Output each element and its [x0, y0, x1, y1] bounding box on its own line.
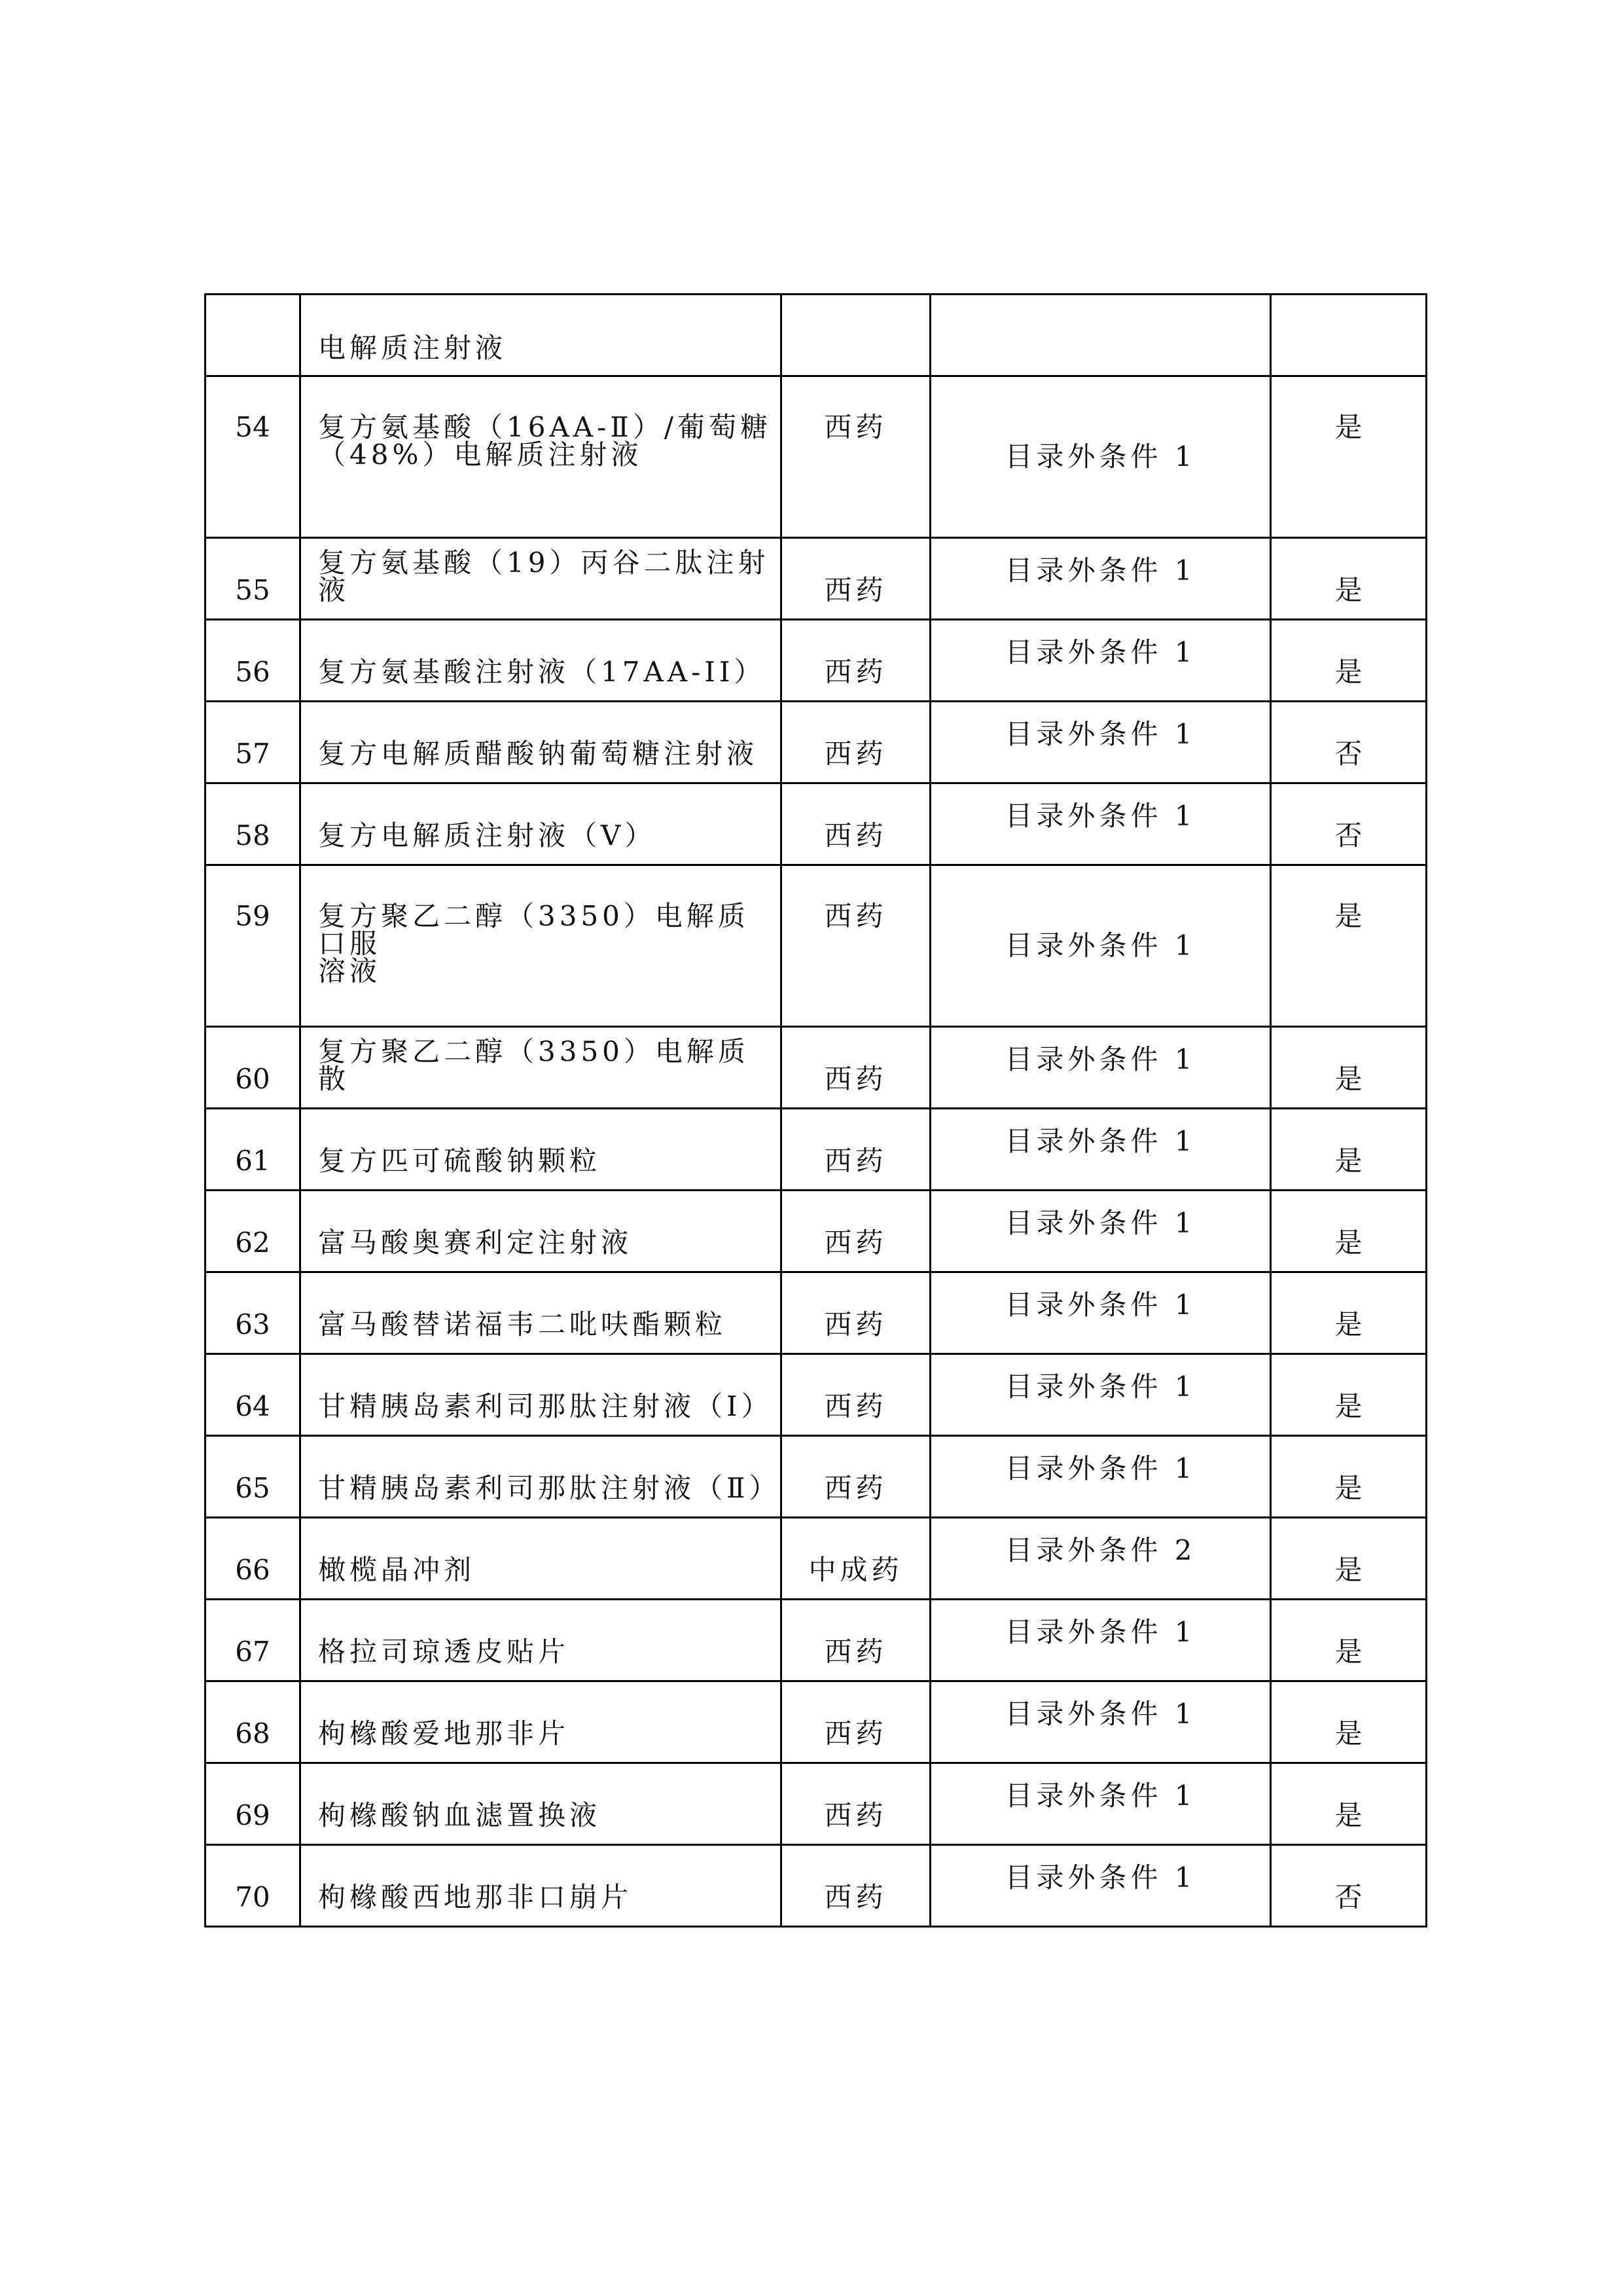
- cell-drug-name: 复方匹可硫酸钠颗粒: [300, 1109, 781, 1191]
- cell-flag: 否: [1271, 702, 1427, 783]
- cell-condition: 目录外条件 1: [931, 620, 1271, 702]
- cell-condition: [931, 295, 1271, 376]
- cell-drug-type: 西药: [781, 1027, 931, 1109]
- cell-drug-name: 复方聚乙二醇（3350）电解质口服 溶液: [300, 865, 781, 1027]
- cell-drug-name: 枸橼酸西地那非口崩片: [300, 1845, 781, 1927]
- cell-condition: 目录外条件 1: [931, 1436, 1271, 1518]
- table-row: [205, 1354, 1427, 1436]
- cell-drug-type: 中成药: [781, 1518, 931, 1600]
- cell-serial-number: [205, 295, 300, 376]
- cell-flag: 是: [1271, 1191, 1427, 1272]
- cell-serial-number: 67: [205, 1600, 300, 1681]
- table-row: [205, 783, 1427, 865]
- cell-drug-name: 格拉司琼透皮贴片: [300, 1600, 781, 1681]
- cell-serial-number: 63: [205, 1272, 300, 1354]
- cell-drug-type: 西药: [781, 1436, 931, 1518]
- cell-drug-name: 甘精胰岛素利司那肽注射液（Ⅱ）: [300, 1436, 781, 1518]
- table-row: [205, 1027, 1427, 1109]
- cell-flag: 是: [1271, 376, 1427, 538]
- cell-serial-number: 55: [205, 538, 300, 620]
- drug-catalog-table: [204, 293, 1427, 1928]
- cell-drug-name: 复方电解质醋酸钠葡萄糖注射液: [300, 702, 781, 783]
- cell-serial-number: 66: [205, 1518, 300, 1600]
- cell-flag: [1271, 295, 1427, 376]
- cell-drug-name: 复方氨基酸注射液（17AA-II）: [300, 620, 781, 702]
- table-row: [205, 702, 1427, 783]
- cell-flag: 是: [1271, 865, 1427, 1027]
- cell-serial-number: 68: [205, 1681, 300, 1763]
- cell-flag: 是: [1271, 620, 1427, 702]
- cell-serial-number: 69: [205, 1763, 300, 1845]
- table-row: [205, 865, 1427, 1027]
- table-row-continuation: [205, 295, 1427, 376]
- cell-flag: 是: [1271, 1027, 1427, 1109]
- cell-drug-type: 西药: [781, 1600, 931, 1681]
- cell-drug-type: 西药: [781, 1354, 931, 1436]
- cell-serial-number: 54: [205, 376, 300, 538]
- cell-drug-name: 甘精胰岛素利司那肽注射液（Ⅰ）: [300, 1354, 781, 1436]
- cell-flag: 是: [1271, 538, 1427, 620]
- cell-drug-name: 电解质注射液: [300, 295, 781, 376]
- table-row: [205, 1191, 1427, 1272]
- cell-serial-number: 62: [205, 1191, 300, 1272]
- cell-serial-number: 64: [205, 1354, 300, 1436]
- cell-condition: 目录外条件 1: [931, 538, 1271, 620]
- cell-drug-type: [781, 295, 931, 376]
- cell-drug-name: 富马酸奥赛利定注射液: [300, 1191, 781, 1272]
- cell-drug-type: 西药: [781, 1681, 931, 1763]
- cell-condition: 目录外条件 1: [931, 1681, 1271, 1763]
- cell-drug-type: 西药: [781, 702, 931, 783]
- cell-drug-type: 西药: [781, 1763, 931, 1845]
- cell-condition: 目录外条件 2: [931, 1518, 1271, 1600]
- cell-serial-number: 57: [205, 702, 300, 783]
- cell-drug-type: 西药: [781, 538, 931, 620]
- cell-flag: 是: [1271, 1518, 1427, 1600]
- cell-serial-number: 60: [205, 1027, 300, 1109]
- cell-drug-name: 复方氨基酸（16AA-Ⅱ）/葡萄糖 （48%）电解质注射液: [300, 376, 781, 538]
- cell-condition: 目录外条件 1: [931, 783, 1271, 865]
- cell-condition: 目录外条件 1: [931, 1272, 1271, 1354]
- cell-drug-type: 西药: [781, 620, 931, 702]
- table-row: [205, 538, 1427, 620]
- cell-condition: 目录外条件 1: [931, 702, 1271, 783]
- cell-condition: 目录外条件 1: [931, 1763, 1271, 1845]
- cell-flag: 是: [1271, 1681, 1427, 1763]
- cell-drug-name: 枸橼酸钠血滤置换液: [300, 1763, 781, 1845]
- cell-flag: 是: [1271, 1109, 1427, 1191]
- cell-condition: 目录外条件 1: [931, 865, 1271, 1027]
- cell-drug-name: 复方聚乙二醇（3350）电解质散: [300, 1027, 781, 1109]
- cell-flag: 是: [1271, 1354, 1427, 1436]
- cell-condition: 目录外条件 1: [931, 1191, 1271, 1272]
- cell-condition: 目录外条件 1: [931, 1109, 1271, 1191]
- table-row: [205, 620, 1427, 702]
- table-row: [205, 1681, 1427, 1763]
- table-row: [205, 1763, 1427, 1845]
- table-row: [205, 1436, 1427, 1518]
- table-row: [205, 1109, 1427, 1191]
- cell-drug-type: 西药: [781, 865, 931, 1027]
- cell-flag: 是: [1271, 1763, 1427, 1845]
- cell-serial-number: 56: [205, 620, 300, 702]
- cell-flag: 否: [1271, 1845, 1427, 1927]
- cell-serial-number: 65: [205, 1436, 300, 1518]
- cell-serial-number: 58: [205, 783, 300, 865]
- table-row: [205, 1518, 1427, 1600]
- cell-flag: 是: [1271, 1436, 1427, 1518]
- cell-condition: 目录外条件 1: [931, 1845, 1271, 1927]
- table-row: [205, 1272, 1427, 1354]
- cell-drug-name: 复方电解质注射液（V）: [300, 783, 781, 865]
- cell-flag: 是: [1271, 1272, 1427, 1354]
- cell-flag: 是: [1271, 1600, 1427, 1681]
- cell-drug-name: 富马酸替诺福韦二吡呋酯颗粒: [300, 1272, 781, 1354]
- cell-drug-type: 西药: [781, 1272, 931, 1354]
- cell-serial-number: 70: [205, 1845, 300, 1927]
- table-row: [205, 1845, 1427, 1927]
- cell-condition: 目录外条件 1: [931, 376, 1271, 538]
- cell-condition: 目录外条件 1: [931, 1354, 1271, 1436]
- cell-condition: 目录外条件 1: [931, 1600, 1271, 1681]
- table-row: [205, 1600, 1427, 1681]
- cell-flag: 否: [1271, 783, 1427, 865]
- cell-drug-type: 西药: [781, 1191, 931, 1272]
- cell-serial-number: 59: [205, 865, 300, 1027]
- cell-drug-name: 橄榄晶冲剂: [300, 1518, 781, 1600]
- cell-drug-name: 枸橼酸爱地那非片: [300, 1681, 781, 1763]
- cell-drug-name: 复方氨基酸（19）丙谷二肽注射液: [300, 538, 781, 620]
- cell-drug-type: 西药: [781, 376, 931, 538]
- cell-serial-number: 61: [205, 1109, 300, 1191]
- cell-drug-type: 西药: [781, 1845, 931, 1927]
- table-row: [205, 376, 1427, 538]
- cell-condition: 目录外条件 1: [931, 1027, 1271, 1109]
- cell-drug-type: 西药: [781, 1109, 931, 1191]
- cell-drug-type: 西药: [781, 783, 931, 865]
